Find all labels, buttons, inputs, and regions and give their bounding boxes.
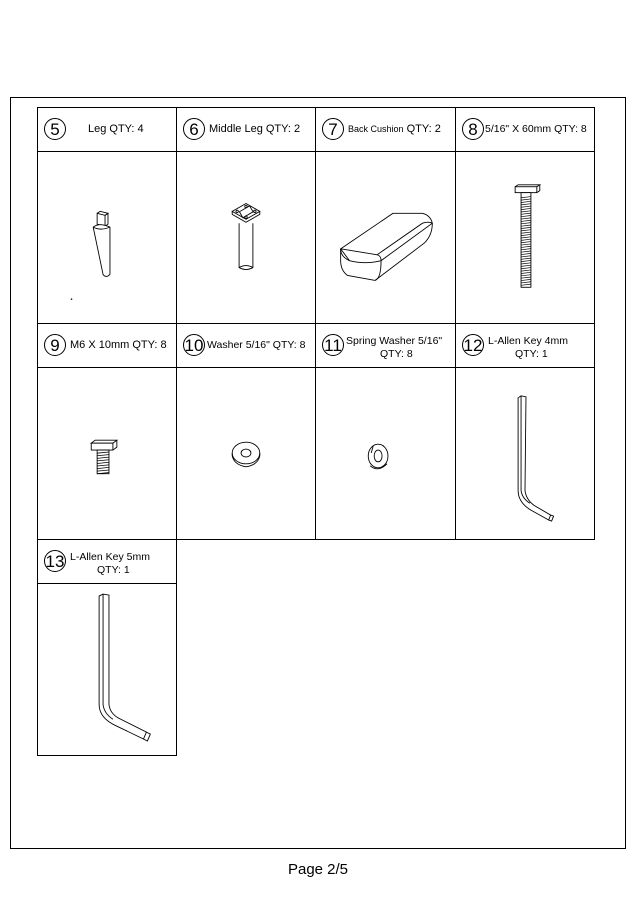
part-header — [38, 108, 176, 152]
part-label: M6 X 10mm QTY: 8 — [70, 339, 167, 351]
part-label: Leg QTY: 4 — [88, 123, 144, 135]
spring-washer-icon — [316, 368, 455, 539]
part-label: L-Allen Key 5mm QTY: 1 — [70, 551, 150, 576]
part-number: 8 — [462, 118, 484, 140]
part-number: 11 — [322, 334, 344, 356]
part-header — [177, 324, 315, 368]
part-header — [177, 108, 315, 152]
allen-key-5mm-icon — [38, 584, 176, 755]
part-cell-8 — [455, 107, 595, 324]
part-number: 9 — [44, 334, 66, 356]
allen-key-4mm-icon — [456, 368, 594, 539]
part-cell-6 — [176, 107, 316, 324]
part-header — [456, 324, 594, 368]
part-header — [316, 108, 455, 152]
part-number: 5 — [44, 118, 66, 140]
part-cell-10 — [176, 323, 316, 540]
part-cell-13 — [37, 539, 177, 756]
washer-icon — [177, 368, 315, 539]
bolt-60mm-icon — [456, 152, 594, 323]
part-number: 7 — [322, 118, 344, 140]
part-cell-5 — [37, 107, 177, 324]
part-cell-7 — [315, 107, 456, 324]
part-cell-11 — [315, 323, 456, 540]
middle-leg-icon — [177, 152, 315, 323]
part-cell-12 — [455, 323, 595, 540]
part-number: 6 — [183, 118, 205, 140]
part-header — [38, 540, 176, 584]
part-number: 12 — [463, 336, 483, 355]
part-number: 10 — [184, 336, 204, 355]
part-header — [316, 324, 455, 368]
part-label: Washer 5/16" QTY: 8 — [207, 339, 306, 351]
bolt-10mm-icon — [38, 368, 176, 539]
part-header — [38, 324, 176, 368]
part-number: 13 — [45, 552, 65, 571]
page-number: Page 2/5 — [287, 861, 349, 878]
part-label: 5/16" X 60mm QTY: 8 — [485, 123, 587, 135]
leg-icon — [38, 152, 176, 323]
back-cushion-icon — [316, 152, 455, 323]
part-label: Back Cushion QTY: 2 — [348, 123, 441, 135]
part-header — [456, 108, 594, 152]
part-label: L-Allen Key 4mm QTY: 1 — [488, 335, 568, 360]
part-cell-9 — [37, 323, 177, 540]
part-label: Middle Leg QTY: 2 — [209, 123, 301, 135]
part-label: Spring Washer 5/16" QTY: 8 — [346, 335, 443, 360]
